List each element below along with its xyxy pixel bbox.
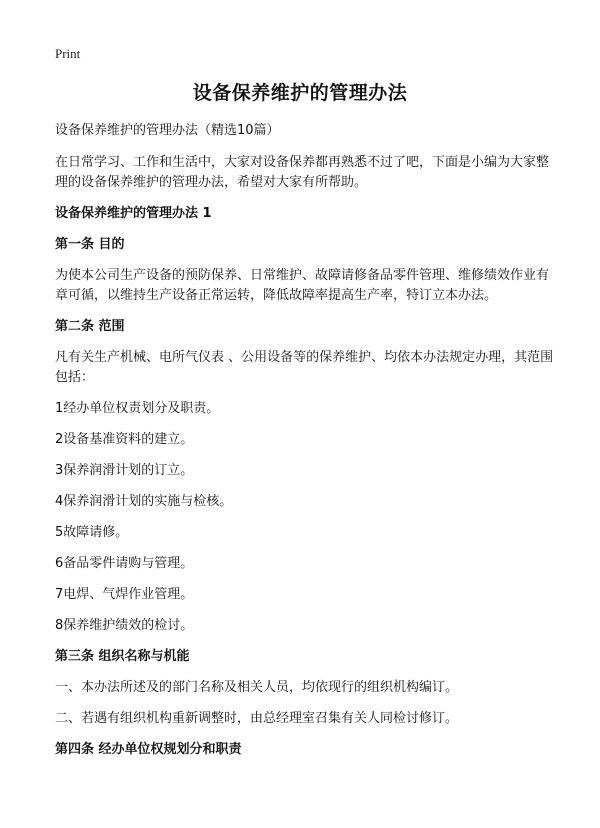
article-2-body: 凡有关生产机械、电所气仪表 、公用设备等的保养维护、均依本办法规定办理，其范围包括： bbox=[55, 350, 554, 385]
list-item: 6备品零件请购与管理。 bbox=[55, 556, 194, 571]
article-1-body: 为使本公司生产设备的预防保养、日常维护、故障请修备品零件管理、维修绩效作业有章可循，以维持生产设备正常运转，降低故障率提高生产率，特订立本办法。 bbox=[55, 268, 550, 303]
list-item: 3保养润滑计划的订立。 bbox=[55, 463, 194, 478]
article-1-heading: 第一条 目的 bbox=[55, 237, 125, 252]
list-item: 4保养润滑计划的实施与检核。 bbox=[55, 494, 233, 509]
article-3-heading: 第三条 组织名称与机能 bbox=[55, 649, 190, 664]
list-item: 2设备基准资料的建立。 bbox=[55, 432, 194, 447]
document-title: 设备保养维护的管理办法 bbox=[192, 82, 408, 104]
list-item: 5故障请修。 bbox=[55, 525, 129, 540]
article-3-paragraph-1: 一、本办法所述及的部门名称及相关人员，均依现行的组织机构编订。 bbox=[55, 680, 459, 695]
intro-paragraph: 在日常学习、工作和生活中，大家对设备保养都再熟悉不过了吧，下面是小编为大家整理的设备保养维护的管理办法，希望对大家有所帮助。 bbox=[55, 155, 550, 190]
article-4-heading: 第四条 经办单位权规划分和职责 bbox=[55, 742, 242, 757]
article-3-paragraph-2: 二、若遇有组织机构重新调整时，由总经理室召集有关人同检讨修订。 bbox=[55, 711, 459, 726]
list-item: 1经办单位权责划分及职责。 bbox=[55, 401, 220, 416]
document-subtitle: 设备保养维护的管理办法（精选10篇） bbox=[55, 123, 280, 138]
article-2-heading: 第二条 范围 bbox=[55, 319, 125, 334]
section-heading: 设备保养维护的管理办法 1 bbox=[55, 206, 212, 221]
list-item: 7电焊、气焊作业管理。 bbox=[55, 587, 194, 602]
list-item: 8保养维护绩效的检讨。 bbox=[55, 618, 194, 633]
document-body bbox=[55, 121, 555, 760]
print-label: Print bbox=[55, 46, 81, 61]
